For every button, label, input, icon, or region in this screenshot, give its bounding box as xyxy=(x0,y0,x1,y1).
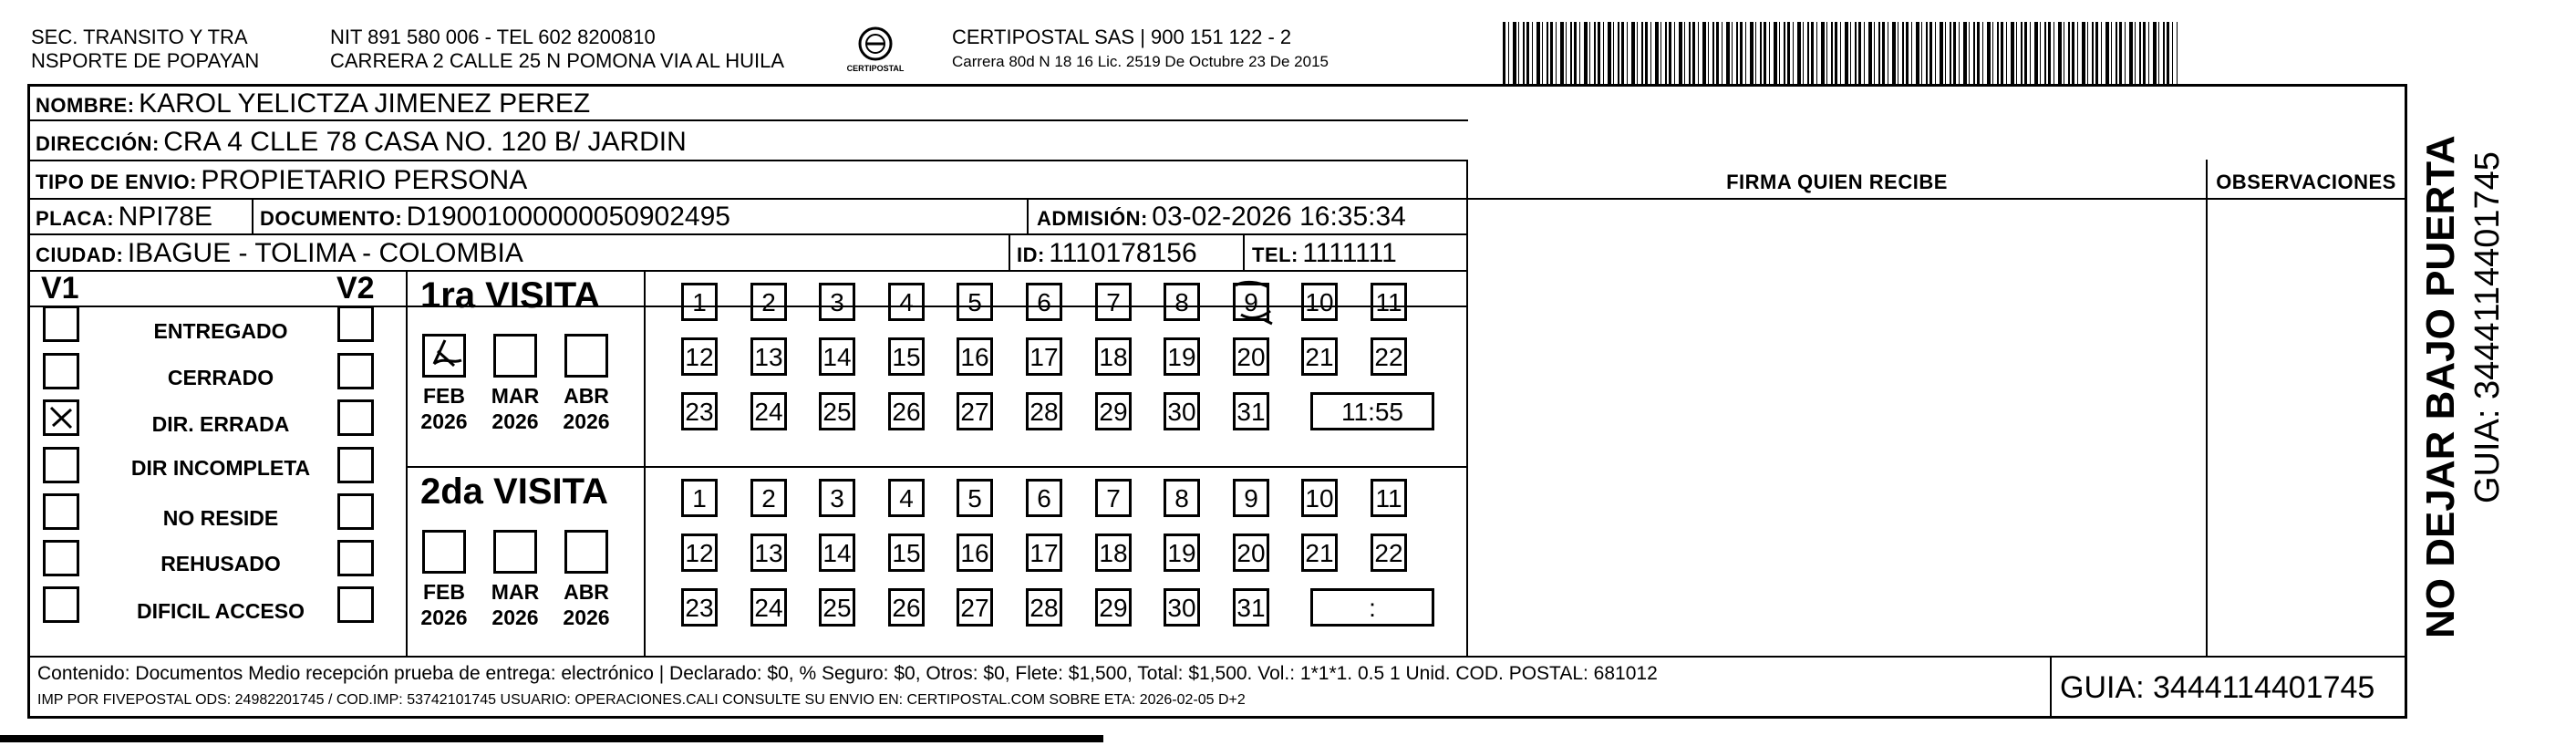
day-box[interactable]: 27 xyxy=(957,392,993,430)
day-box[interactable]: 16 xyxy=(957,337,993,376)
month-checkbox[interactable] xyxy=(564,334,608,378)
documento-field: DOCUMENTO: D19001000000050902495 xyxy=(260,202,730,232)
v1-checkbox[interactable] xyxy=(43,353,79,389)
barcode xyxy=(1503,22,2178,84)
month-label: ABR xyxy=(564,580,609,604)
day-box[interactable]: 22 xyxy=(1371,534,1407,572)
day-box[interactable]: 25 xyxy=(819,392,855,430)
day-box[interactable]: 10 xyxy=(1301,283,1338,321)
day-box[interactable]: 24 xyxy=(750,392,787,430)
day-box[interactable]: 14 xyxy=(819,337,855,376)
tipo-envio-field: TIPO DE ENVIO: PROPIETARIO PERSONA xyxy=(36,165,528,195)
day-box[interactable]: 2 xyxy=(750,479,787,517)
day-box[interactable]: 16 xyxy=(957,534,993,572)
admision-value: 03-02-2026 16:35:34 xyxy=(1152,202,1406,232)
month-label-group xyxy=(415,579,473,630)
day-box[interactable]: 7 xyxy=(1095,479,1132,517)
day-box[interactable]: 18 xyxy=(1095,337,1132,376)
day-box[interactable]: 31 xyxy=(1233,588,1269,627)
day-box[interactable]: 4 xyxy=(888,283,925,321)
day-box[interactable]: 27 xyxy=(957,588,993,627)
day-box[interactable]: 14 xyxy=(819,534,855,572)
year-label: 2026 xyxy=(420,606,468,629)
carrier-info xyxy=(952,26,1329,72)
day-box[interactable]: 3 xyxy=(819,479,855,517)
month-label: ABR xyxy=(564,384,609,408)
month-label-group xyxy=(557,579,616,630)
visit-title: 2da VISITA xyxy=(420,471,608,512)
month-label-group xyxy=(415,383,473,434)
day-box[interactable]: 21 xyxy=(1301,534,1338,572)
day-box[interactable]: 29 xyxy=(1095,392,1132,430)
day-box[interactable]: 2 xyxy=(750,283,787,321)
day-box[interactable]: 23 xyxy=(681,392,718,430)
day-box[interactable]: 17 xyxy=(1026,534,1062,572)
day-box[interactable]: 20 xyxy=(1233,534,1269,572)
v2-checkbox[interactable] xyxy=(337,306,374,342)
status-label: ENTREGADO xyxy=(153,319,288,343)
no-dejar-notice: NO DEJAR BAJO PUERTA xyxy=(2418,135,2463,638)
v1-header: V1 xyxy=(41,271,79,306)
v2-header: V2 xyxy=(336,271,375,306)
nombre-field: NOMBRE: KAROL YELICTZA JIMENEZ PEREZ xyxy=(36,88,591,119)
day-box[interactable]: 26 xyxy=(888,392,925,430)
time-box[interactable]: : xyxy=(1310,588,1434,627)
day-box[interactable]: 9 xyxy=(1233,479,1269,517)
day-box[interactable]: 4 xyxy=(888,479,925,517)
side-panel xyxy=(2418,135,2507,638)
v2-checkbox[interactable] xyxy=(337,493,374,530)
v1-checkbox[interactable] xyxy=(43,493,79,530)
observaciones-header: OBSERVACIONES xyxy=(2216,171,2396,193)
day-box[interactable]: 22 xyxy=(1371,337,1407,376)
documento-value: D19001000000050902495 xyxy=(406,202,730,232)
v1-checkbox[interactable] xyxy=(43,306,79,342)
v2-checkbox[interactable] xyxy=(337,399,374,436)
contenido-line: Contenido: Documentos Medio recepción prueba de entrega: electrónico | Declarado: $0, % Seguro: $0, Otros: $0, Flete: $1,500, Total: $1,500. Vol.: 1*1*1. 0.5 1 Unid. COD. POSTAL: 681012 xyxy=(37,663,1658,684)
day-box[interactable]: 30 xyxy=(1164,392,1200,430)
day-box[interactable]: 6 xyxy=(1026,283,1062,321)
day-box[interactable]: 17 xyxy=(1026,337,1062,376)
month-checkbox[interactable] xyxy=(422,530,466,574)
sender-contact xyxy=(330,26,784,73)
v2-checkbox[interactable] xyxy=(337,353,374,389)
direccion-value: CRA 4 CLLE 78 CASA NO. 120 B/ JARDIN xyxy=(163,127,687,157)
certipostal-logo xyxy=(837,24,914,80)
day-box[interactable]: 6 xyxy=(1026,479,1062,517)
nombre-value: KAROL YELICTZA JIMENEZ PEREZ xyxy=(139,88,591,119)
v2-checkbox[interactable] xyxy=(337,540,374,576)
day-box[interactable]: 1 xyxy=(681,283,718,321)
day-box[interactable]: 13 xyxy=(750,337,787,376)
signature-area[interactable] xyxy=(1468,200,2206,656)
day-box[interactable]: 25 xyxy=(819,588,855,627)
observations-area[interactable] xyxy=(2208,200,2405,656)
day-box[interactable]: 30 xyxy=(1164,588,1200,627)
day-box[interactable]: 8 xyxy=(1164,283,1200,321)
admision-field: ADMISIÓN: 03-02-2026 16:35:34 xyxy=(1037,202,1406,232)
month-checkbox[interactable] xyxy=(493,530,537,574)
day-box[interactable]: 1 xyxy=(681,479,718,517)
bottom-edge xyxy=(0,735,1103,742)
tel-value: 1111111 xyxy=(1302,238,1397,268)
v2-checkbox[interactable] xyxy=(337,586,374,623)
year-label: 2026 xyxy=(491,409,539,433)
day-box[interactable]: 10 xyxy=(1301,479,1338,517)
day-box[interactable]: 15 xyxy=(888,534,925,572)
day-box[interactable]: 12 xyxy=(681,337,718,376)
tel-field: TEL: 1111111 xyxy=(1252,238,1397,268)
year-label: 2026 xyxy=(420,409,468,433)
day-box[interactable]: 28 xyxy=(1026,588,1062,627)
day-box[interactable]: 19 xyxy=(1164,337,1200,376)
v1-checkbox[interactable] xyxy=(43,586,79,623)
month-label: MAR xyxy=(491,384,540,408)
day-box[interactable]: 26 xyxy=(888,588,925,627)
side-guia: GUIA: 3444114401745 xyxy=(2468,151,2507,503)
year-label: 2026 xyxy=(491,606,539,629)
day-box[interactable]: 11 xyxy=(1371,479,1407,517)
placa-value: NPI78E xyxy=(118,202,212,232)
tipo-envio-value: PROPIETARIO PERSONA xyxy=(201,165,528,195)
v1-checkbox-marked[interactable] xyxy=(43,399,79,436)
day-box[interactable]: 28 xyxy=(1026,392,1062,430)
delivery-form xyxy=(27,84,2407,719)
status-label: DIR. ERRADA xyxy=(151,412,290,436)
day-box[interactable]: 23 xyxy=(681,588,718,627)
status-label: CERRADO xyxy=(167,366,274,389)
month-label: FEB xyxy=(423,384,465,408)
sender-name: SEC. TRANSITO Y TRA NSPORTE DE POPAYAN xyxy=(31,26,260,72)
v2-checkbox[interactable] xyxy=(337,447,374,483)
ciudad-value: IBAGUE - TOLIMA - COLOMBIA xyxy=(127,238,523,268)
logo-text: CERTIPOSTAL xyxy=(846,64,905,73)
nit-line: NIT 891 580 006 - TEL 602 8200810 xyxy=(330,26,656,48)
day-box[interactable]: 21 xyxy=(1301,337,1338,376)
status-label: DIFICIL ACCESO xyxy=(136,599,305,623)
id-value: 1110178156 xyxy=(1049,238,1197,268)
day-box[interactable]: 24 xyxy=(750,588,787,627)
month-label-group xyxy=(486,383,544,434)
v1-checkbox[interactable] xyxy=(43,540,79,576)
day-box[interactable]: 20 xyxy=(1233,337,1269,376)
month-checkbox[interactable] xyxy=(493,334,537,378)
day-box[interactable]: 5 xyxy=(957,283,993,321)
address-line: CARRERA 2 CALLE 25 N POMONA VIA AL HUILA xyxy=(330,49,785,72)
day-box[interactable]: 15 xyxy=(888,337,925,376)
license-line: Carrera 80d N 18 16 Lic. 2519 De Octubre 23 De 2015 xyxy=(952,53,1329,70)
month-checkbox[interactable] xyxy=(564,530,608,574)
month-label: FEB xyxy=(423,580,465,604)
firma-header: FIRMA QUIEN RECIBE xyxy=(1726,171,1948,193)
day-box[interactable]: 5 xyxy=(957,479,993,517)
status-label: DIR INCOMPLETA xyxy=(130,456,311,480)
day-box[interactable]: 12 xyxy=(681,534,718,572)
day-box[interactable]: 11 xyxy=(1371,283,1407,321)
month-label: MAR xyxy=(491,580,540,604)
day-box-marked[interactable]: 9 xyxy=(1233,283,1269,321)
direccion-field: DIRECCIÓN: CRA 4 CLLE 78 CASA NO. 120 B/ JARDIN xyxy=(36,127,687,157)
day-box[interactable]: 13 xyxy=(750,534,787,572)
status-label: REHUSADO xyxy=(160,552,281,575)
month-label-group xyxy=(486,579,544,630)
placa-field: PLACA: NPI78E xyxy=(36,202,212,232)
day-box[interactable]: 31 xyxy=(1233,392,1269,430)
status-label: NO RESIDE xyxy=(162,506,279,530)
id-field: ID: 1110178156 xyxy=(1017,238,1197,268)
guia-footer: GUIA: 3444114401745 xyxy=(2060,670,2375,705)
ciudad-field: CIUDAD: IBAGUE - TOLIMA - COLOMBIA xyxy=(36,238,523,268)
day-box[interactable]: 18 xyxy=(1095,534,1132,572)
carrier-line: CERTIPOSTAL SAS | 900 151 122 - 2 xyxy=(952,26,1292,48)
year-label: 2026 xyxy=(563,606,610,629)
month-checkbox-marked[interactable] xyxy=(422,334,466,378)
day-box[interactable]: 29 xyxy=(1095,588,1132,627)
day-box[interactable]: 7 xyxy=(1095,283,1132,321)
day-box[interactable]: 3 xyxy=(819,283,855,321)
day-box[interactable]: 19 xyxy=(1164,534,1200,572)
year-label: 2026 xyxy=(563,409,610,433)
day-box[interactable]: 8 xyxy=(1164,479,1200,517)
time-box[interactable]: 11:55 xyxy=(1310,392,1434,430)
month-label-group xyxy=(557,383,616,434)
v1-checkbox[interactable] xyxy=(43,447,79,483)
visit-title: 1ra VISITA xyxy=(420,275,601,316)
imp-line: IMP POR FIVEPOSTAL ODS: 24982201745 / COD.IMP: 53742101745 USUARIO: OPERACIONES.CALI CONSULTE SU ENVIO EN: CERTIPOSTAL.COM SOBRE ETA: 2026-02-05 D+2 xyxy=(37,692,1246,708)
